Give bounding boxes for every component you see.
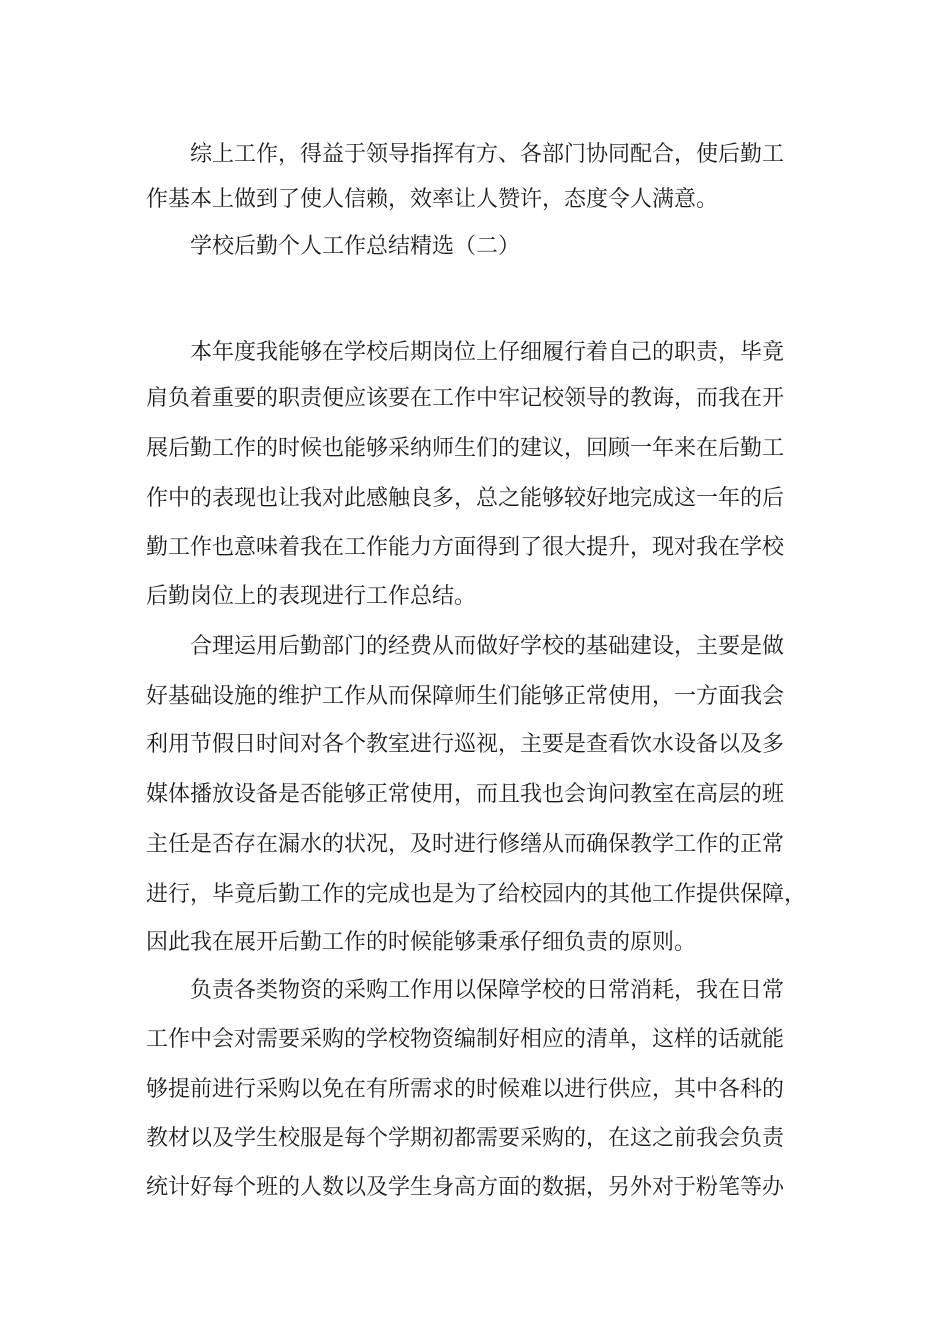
- text-line: 进行，毕竟后勤工作的完成也是为了给校园内的其他工作提供保障，: [146, 882, 807, 907]
- text-line: 教材以及学生校服是每个学期初都需要采购的，在这之前我会负责: [146, 1126, 785, 1151]
- text-line: 肩负着重要的职责便应该要在工作中牢记校领导的教诲，而我在开: [146, 386, 785, 411]
- text-line: 综上工作，得益于领导指挥有方、各部门协同配合，使后勤工: [190, 142, 785, 167]
- text-line: 媒体播放设备是否能够正常使用，而且我也会询问教室在高层的班: [146, 782, 785, 807]
- text-line: 利用节假日时间对各个教室进行巡视，主要是查看饮水设备以及多: [146, 732, 785, 757]
- text-line: 作基本上做到了使人信赖，效率让人赞许，态度令人满意。: [146, 187, 719, 212]
- text-line: 因此我在展开后勤工作的时候能够秉承仔细负责的原则。: [146, 930, 697, 955]
- text-line: 负责各类物资的采购工作用以保障学校的日常消耗，我在日常: [190, 978, 785, 1003]
- text-line: 后勤岗位上的表现进行工作总结。: [146, 584, 477, 609]
- text-line: 好基础设施的维护工作从而保障师生们能够正常使用，一方面我会: [146, 684, 785, 709]
- text-line: 学校后勤个人工作总结精选（二）: [190, 234, 521, 259]
- text-line: 统计好每个班的人数以及学生身高方面的数据，另外对于粉笔等办: [146, 1175, 785, 1200]
- text-line: 够提前进行采购以免在有所需求的时候难以进行供应，其中各科的: [146, 1077, 785, 1102]
- text-line: 工作中会对需要采购的学校物资编制好相应的清单，这样的话就能: [146, 1027, 785, 1052]
- text-line: 勤工作也意味着我在工作能力方面得到了很大提升，现对我在学校: [146, 535, 785, 560]
- text-line: 主任是否存在漏水的状况，及时进行修缮从而确保教学工作的正常: [146, 832, 785, 857]
- text-line: 合理运用后勤部门的经费从而做好学校的基础建设，主要是做: [190, 634, 785, 659]
- text-line: 展后勤工作的时候也能够采纳师生们的建议，回顾一年来在后勤工: [146, 436, 785, 461]
- text-line: 本年度我能够在学校后期岗位上仔细履行着自己的职责，毕竟: [190, 340, 785, 365]
- text-line: 作中的表现也让我对此感触良多，总之能够较好地完成这一年的后: [146, 486, 785, 511]
